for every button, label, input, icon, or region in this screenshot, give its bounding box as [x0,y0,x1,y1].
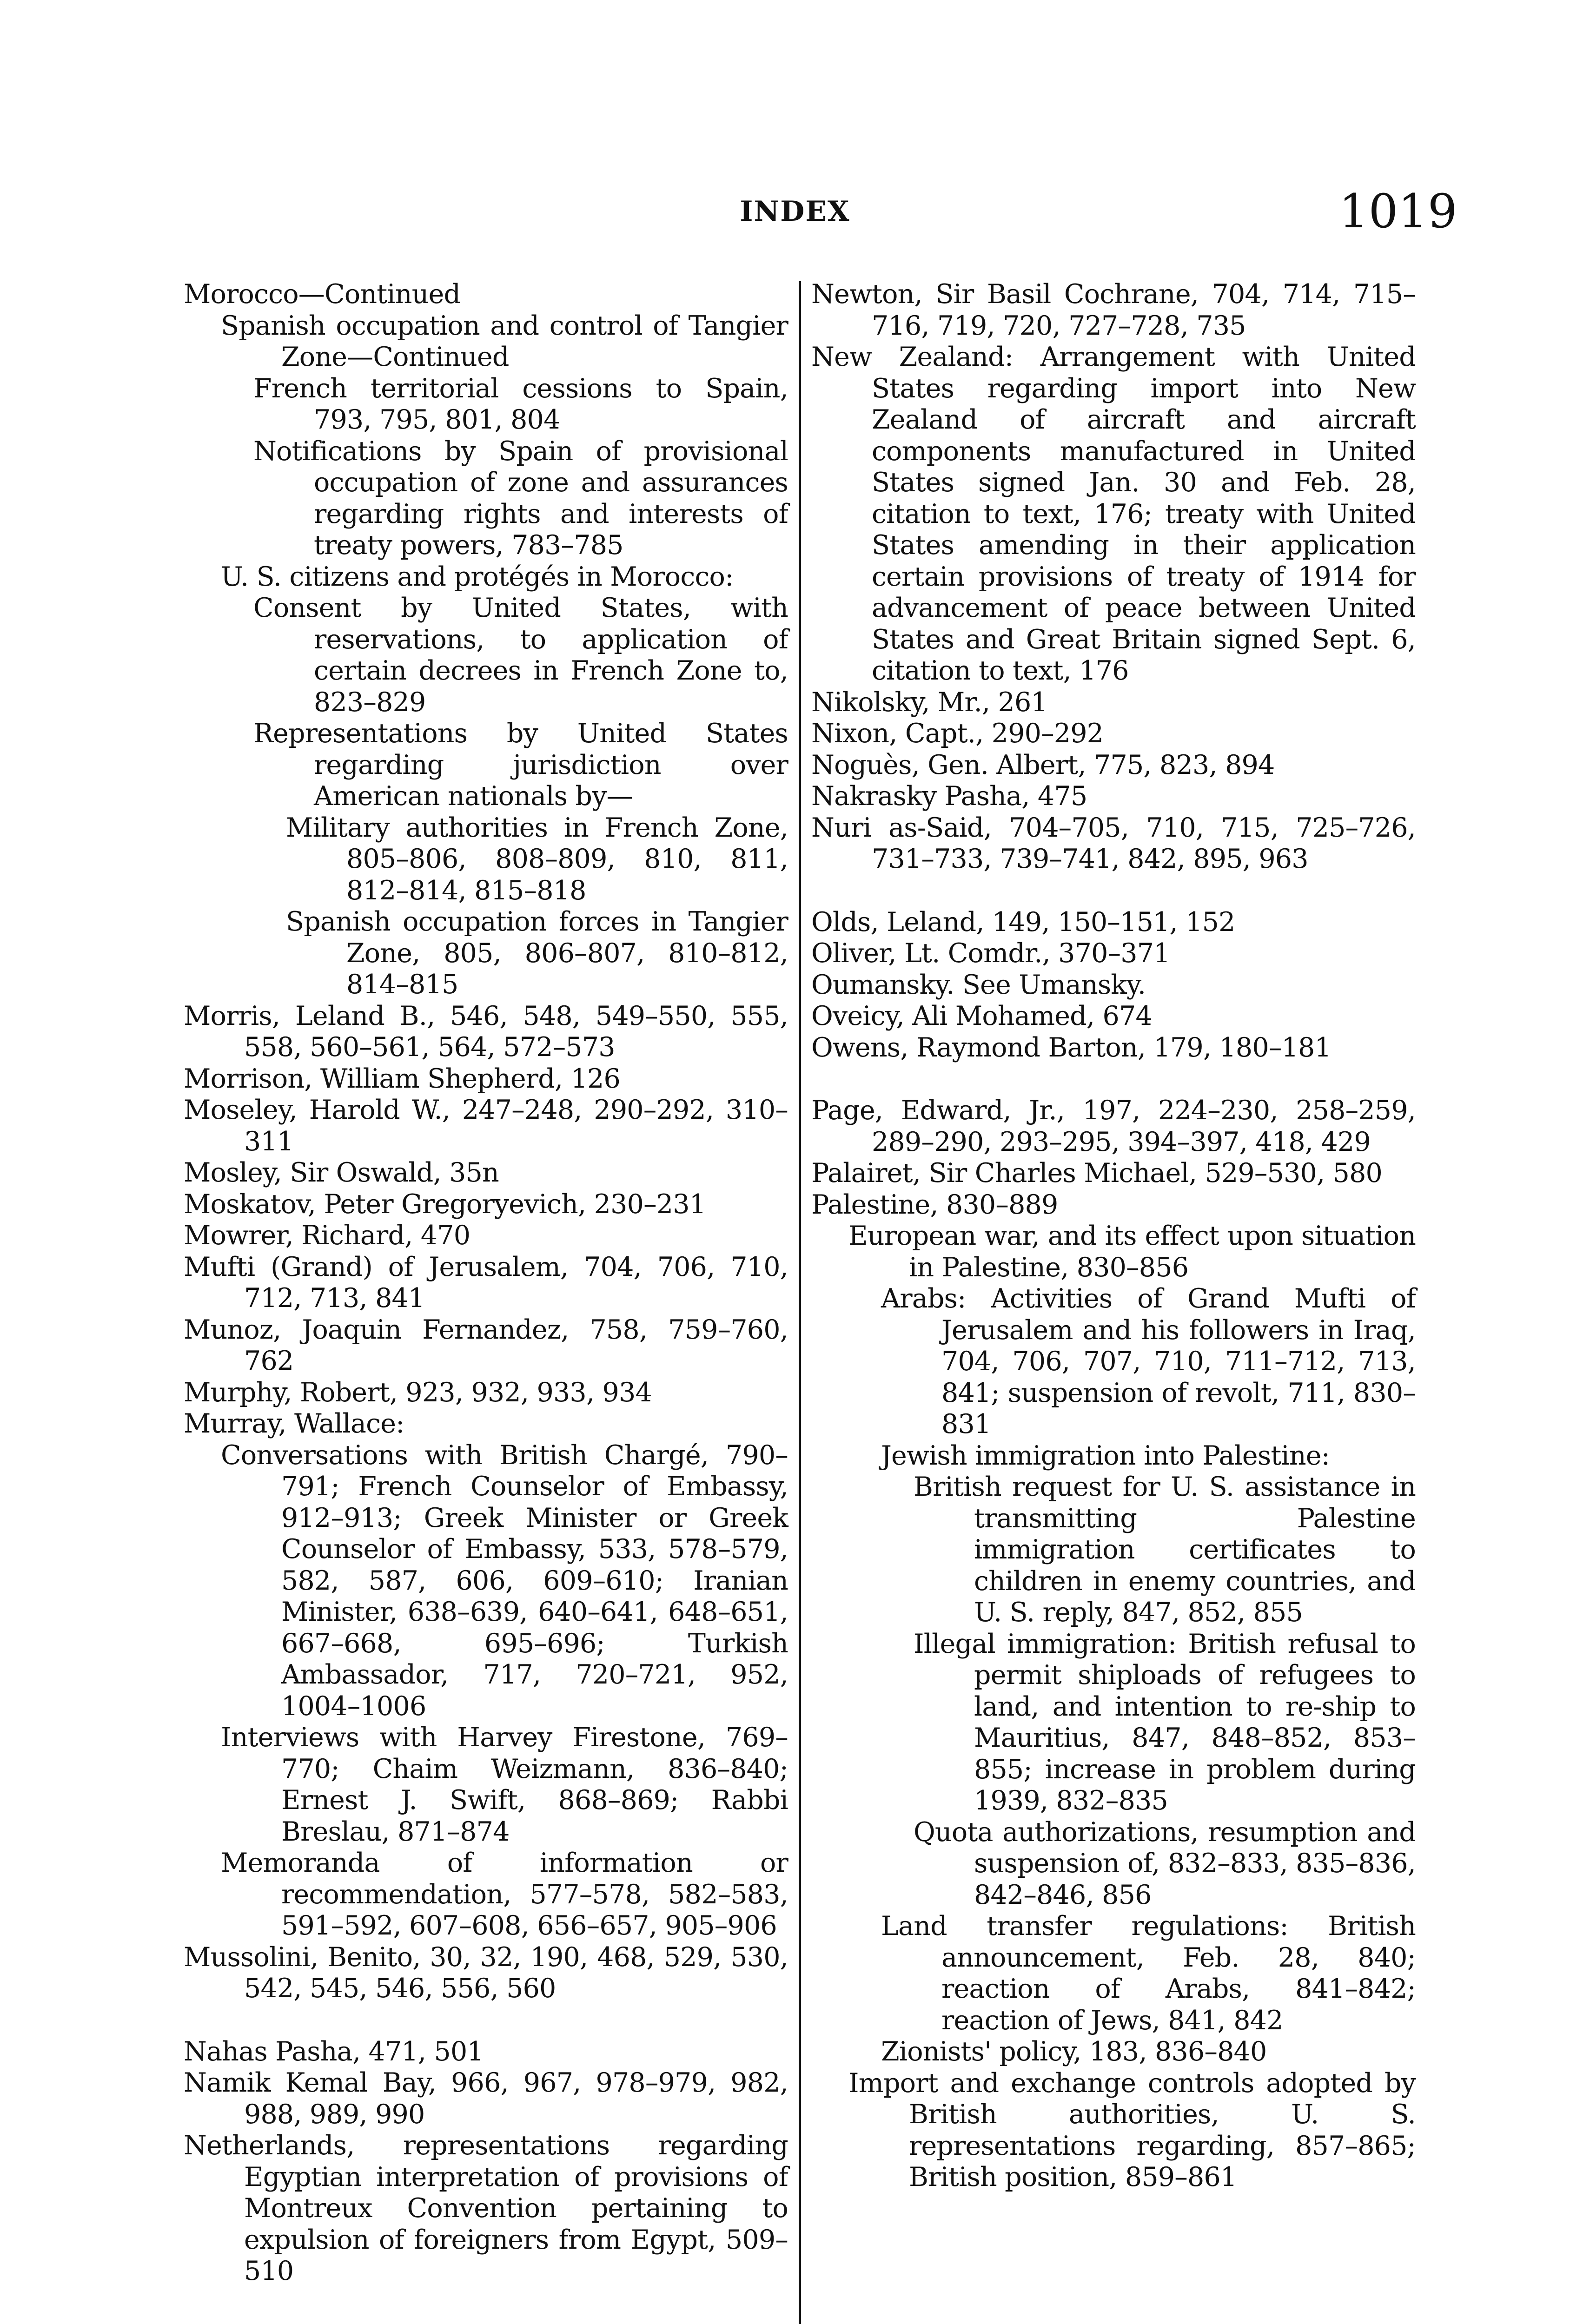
index-subentry: Land transfer regulations: British announcement, Feb. 28, 840; reaction of Arabs, 841–842; reaction of Jews, 841, 842 [881,1911,1416,2036]
index-entry: Mosley, Sir Oswald, 35n [184,1157,499,1188]
index-entry: Newton, Sir Basil Cochrane, 704, 714, 715–716, 719, 720, 727–728, 735 [811,279,1416,341]
index-subentry: Interviews with Harvey Firestone, 769–770; Chaim Weizmann, 836–840; Ernest J. Swift, 868–869; Rabbi Breslau, 871–874 [221,1722,788,1847]
index-subentry: French territorial cessions to Spain, 793, 795, 801, 804 [253,373,788,435]
index-entry: Munoz, Joaquin Fernandez, 758, 759–760, 762 [184,1314,788,1376]
index-subentry: Illegal immigration: British refusal to permit shiploads of refugees to land, and intention to re-ship to Mauritius, 847, 848–852, 853–855; increase in problem during 1939, 832–835 [914,1628,1416,1816]
index-entry: Nakrasky Pasha, 475 [811,781,1087,812]
index-entry: Morrison, William Shepherd, 126 [184,1063,620,1094]
index-entry: Mussolini, Benito, 30, 32, 190, 468, 529, 530, 542, 545, 546, 556, 560 [184,1941,788,2004]
index-entry: Olds, Leland, 149, 150–151, 152 [811,906,1235,938]
index-entry: Moskatov, Peter Gregoryevich, 230–231 [184,1188,706,1220]
index-subentry: Memoranda of information or recommendation, 577–578, 582–583, 591–592, 607–608, 656–657, 905–906 [221,1848,788,1941]
index-entry: Morris, Leland B., 546, 548, 549–550, 555, 558, 560–561, 564, 572–573 [184,1000,788,1063]
index-entry: Mufti (Grand) of Jerusalem, 704, 706, 710, 712, 713, 841 [184,1251,788,1314]
index-entry: Oliver, Lt. Comdr., 370–371 [811,938,1170,969]
index-entry: Mowrer, Richard, 470 [184,1220,470,1251]
index-entry: Noguès, Gen. Albert, 775, 823, 894 [811,749,1275,780]
index-entry: Morocco—Continued [184,279,461,310]
index-subentry: Zionists' policy, 183, 836–840 [881,2036,1267,2067]
index-column-right [811,279,1416,2193]
index-entry: Oumansky. See Umansky. [811,969,1146,1000]
index-entry: Nixon, Capt., 290–292 [811,718,1104,749]
index-entry: Nahas Pasha, 471, 501 [184,2036,484,2067]
index-entry: Netherlands, representations regarding Egyptian interpretation of provisions of Montreux Convention pertaining to expulsion of foreigners from Egypt, 509–510 [184,2130,788,2286]
index-column-left [184,279,788,2287]
index-entry: Palairet, Sir Charles Michael, 529–530, 580 [811,1158,1383,1188]
index-subentry: Consent by United States, with reservations, to application of certain decrees in French Zone to, 823–829 [253,593,788,718]
index-entry: Owens, Raymond Barton, 179, 180–181 [811,1032,1331,1063]
index-entry: Murphy, Robert, 923, 932, 933, 934 [184,1377,652,1408]
index-subentry: Representations by United States regarding jurisdiction over American nationals by— [253,718,788,812]
running-head-title: INDEX [740,195,850,228]
index-subentry: Jewish immigration into Palestine: [881,1440,1330,1471]
index-subentry: Arabs: Activities of Grand Mufti of Jerusalem and his followers in Iraq, 704, 706, 707, 710, 711–712, 713, 841; suspension of revolt, 711, 830–831 [881,1283,1416,1439]
index-subentry: U. S. citizens and protégés in Morocco: [221,561,734,592]
index-subentry: Conversations with British Chargé, 790–791; French Counselor of Embassy, 912–913; Greek Minister or Greek Counselor of Embassy, 533, 578–579, 582, 587, 606, 609–610; Iranian Minister, 638–639, 640–641, 648–651, 667–668, 695–696; Turkish Ambassador, 717, 720–721, 952, 1004–1006 [221,1439,788,1722]
index-entry: Palestine, 830–889 [811,1189,1058,1220]
index-subentry: Spanish occupation and control of Tangier Zone—Continued [221,310,788,372]
index-entry: Moseley, Harold W., 247–248, 290–292, 310–311 [184,1095,788,1157]
index-entry: Page, Edward, Jr., 197, 224–230, 258–259, 289–290, 293–295, 394–397, 418, 429 [811,1095,1416,1157]
index-subentry: Quota authorizations, resumption and suspension of, 832–833, 835–836, 842–846, 856 [914,1816,1416,1910]
index-subentry: Spanish occupation forces in Tangier Zone, 805, 806–807, 810–812, 814–815 [286,906,788,1000]
index-entry: Nikolsky, Mr., 261 [811,687,1047,718]
page-number: 1019 [1339,184,1458,238]
index-subentry: Notifications by Spain of provisional occupation of zone and assurances regarding rights and interests of treaty powers, 783–785 [253,436,788,561]
index-entry: Namik Kemal Bay, 966, 967, 978–979, 982, 988, 989, 990 [184,2067,788,2130]
index-subentry: British request for U. S. assistance in transmitting Palestine immigration certificates to children in enemy countries, and U. S. reply, 847, 852, 855 [914,1472,1416,1628]
index-entry: Murray, Wallace: [184,1408,404,1439]
index-subentry: Import and exchange controls adopted by British authorities, U. S. representations regarding, 857–865; British position, 859–861 [848,2067,1416,2192]
index-subentry: European war, and its effect upon situation in Palestine, 830–856 [848,1221,1416,1283]
index-subentry: Military authorities in French Zone, 805–806, 808–809, 810, 811, 812–814, 815–818 [286,812,788,906]
column-rule [799,281,801,2324]
index-entry: Nuri as-Said, 704–705, 710, 715, 725–726, 731–733, 739–741, 842, 895, 963 [811,812,1416,874]
index-entry: New Zealand: Arrangement with United States regarding import into New Zealand of aircraft and aircraft components manufactured in United States signed Jan. 30 and Feb. 28, citation to text, 176; treaty with United States amending in their application certain provisions of treaty of 1914 for advancement of peace between United States and Great Britain signed Sept. 6, citation to text, 176 [811,342,1416,686]
index-entry: Oveicy, Ali Mohamed, 674 [811,1001,1152,1031]
